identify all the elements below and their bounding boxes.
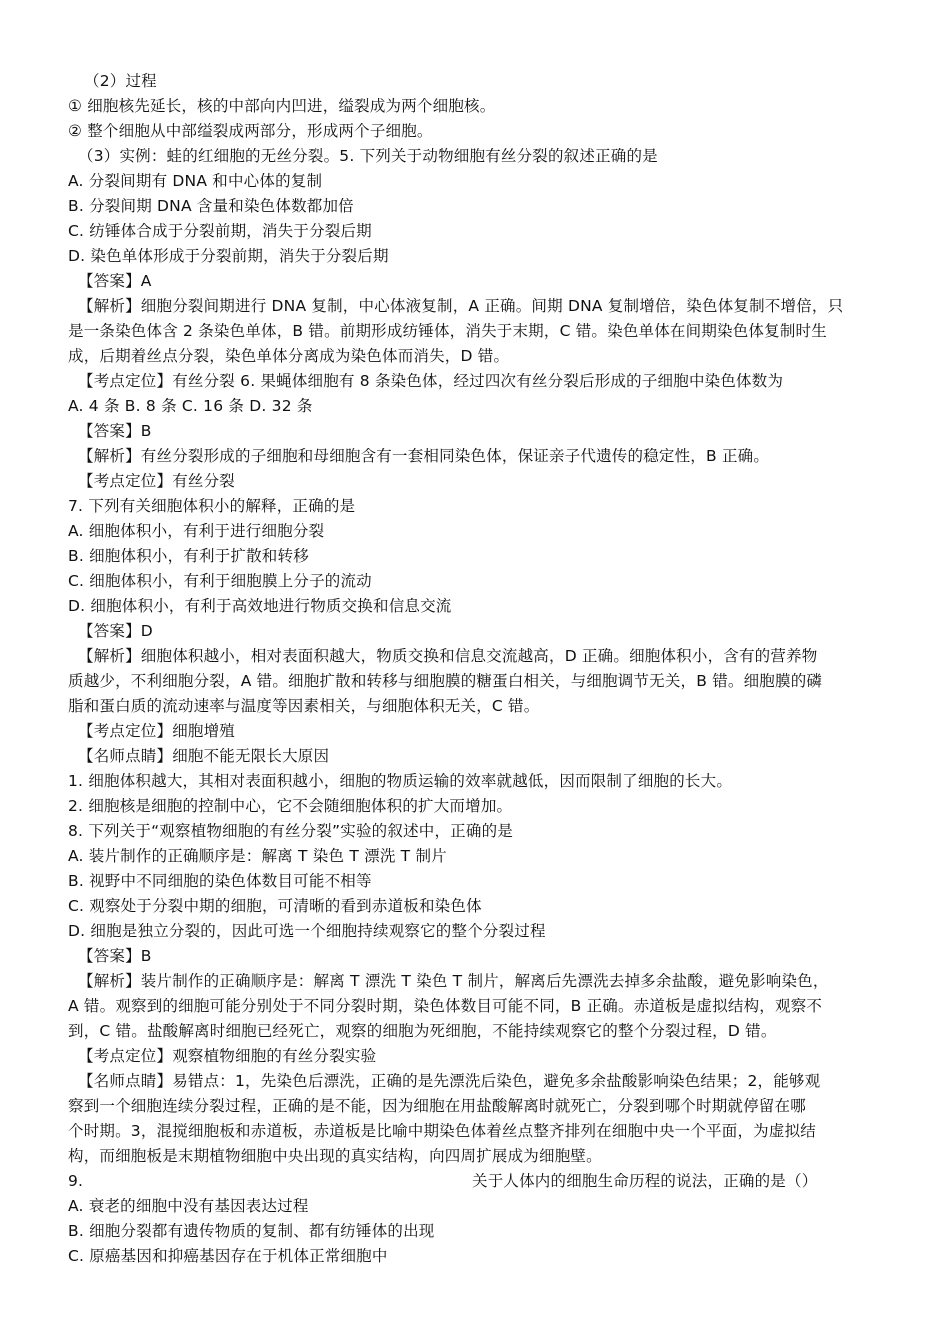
analysis-line: 【解析】有丝分裂形成的子细胞和母细胞含有一套相同染色体，保证亲子代遗传的稳定性，B 正确。: [78, 447, 770, 465]
answer-line: 【答案】A: [78, 272, 152, 290]
option-line: D. 染色单体形成于分裂前期，消失于分裂后期: [68, 247, 389, 265]
text-line: （3）实例：蛙的红细胞的无丝分裂。5. 下列关于动物细胞有丝分裂的叙述正确的是: [78, 147, 658, 165]
text-line: 察到一个细胞连续分裂过程，正确的是不能，因为细胞在用盐酸解离时就死亡，分裂到哪个时期就停留在哪: [68, 1097, 806, 1115]
answer-line: 【答案】B: [78, 422, 152, 440]
option-line: C. 原癌基因和抑癌基因存在于机体正常细胞中: [68, 1247, 388, 1265]
text-line: 【考点定位】有丝分裂 6. 果蝇体细胞有 8 条染色体，经过四次有丝分裂后形成的子细胞中染色体数为: [78, 372, 784, 390]
option-line: C. 纺锤体合成于分裂前期，消失于分裂后期: [68, 222, 372, 240]
option-line: C. 观察处于分裂中期的细胞，可清晰的看到赤道板和染色体: [68, 897, 482, 915]
option-line: B. 视野中不同细胞的染色体数目可能不相等: [68, 872, 372, 890]
option-line: B. 细胞分裂都有遗传物质的复制、都有纺锤体的出现: [68, 1222, 435, 1240]
text-line: （2）过程: [84, 72, 157, 90]
answer-line: 【答案】B: [78, 947, 152, 965]
question-stem: 关于人体内的细胞生命历程的说法，正确的是（）: [472, 1172, 818, 1190]
analysis-line: 到，C 错。盐酸解离时细胞已经死亡，观察的细胞为死细胞，不能持续观察它的整个分裂过程，D 错。: [68, 1022, 777, 1040]
text-line: 【考点定位】细胞增殖: [78, 722, 236, 740]
option-line: A. 4 条 B. 8 条 C. 16 条 D. 32 条: [68, 397, 313, 415]
text-line: 【考点定位】观察植物细胞的有丝分裂实验: [78, 1047, 377, 1065]
text-line: 构，而细胞板是末期植物细胞中央出现的真实结构，向四周扩展成为细胞壁。: [68, 1147, 602, 1165]
option-line: A. 装片制作的正确顺序是：解离 T 染色 T 漂洗 T 制片: [68, 847, 447, 865]
option-line: D. 细胞是独立分裂的，因此可选一个细胞持续观察它的整个分裂过程: [68, 922, 546, 940]
answer-line: 【答案】D: [78, 622, 153, 640]
analysis-line: 是一条染色体含 2 条染色单体，B 错。前期形成纺锤体，消失于末期，C 错。染色单体在间期染色体复制时生: [68, 322, 827, 340]
text-line: 【名师点睛】易错点：1，先染色后漂洗，正确的是先漂洗后染色，避免多余盐酸影响染色结果；2，能够观: [78, 1072, 821, 1090]
question-line: 7. 下列有关细胞体积小的解释，正确的是: [68, 497, 356, 515]
option-line: A. 细胞体积小，有利于进行细胞分裂: [68, 522, 325, 540]
option-line: B. 分裂间期 DNA 含量和染色体数都加倍: [68, 197, 354, 215]
analysis-line: 质越少，不利细胞分裂，A 错。细胞扩散和转移与细胞膜的糖蛋白相关，与细胞调节无关，B 错。细胞膜的磷: [68, 672, 823, 690]
option-line: B. 细胞体积小，有利于扩散和转移: [68, 547, 309, 565]
question-line: 8. 下列关于“观察植物细胞的有丝分裂”实验的叙述中，正确的是: [68, 822, 513, 840]
option-line: C. 细胞体积小，有利于细胞膜上分子的流动: [68, 572, 372, 590]
analysis-line: 成，后期着丝点分裂，染色单体分离成为染色体而消失，D 错。: [68, 347, 510, 365]
option-line: A. 衰老的细胞中没有基因表达过程: [68, 1197, 309, 1215]
option-line: A. 分裂间期有 DNA 和中心体的复制: [68, 172, 323, 190]
text-line: 2. 细胞核是细胞的控制中心，它不会随细胞体积的扩大而增加。: [68, 797, 513, 815]
analysis-line: 【解析】装片制作的正确顺序是：解离 T 漂洗 T 染色 T 制片，解离后先漂洗去掉多余盐酸，避免影响染色，: [78, 972, 829, 990]
analysis-line: 【解析】细胞分裂间期进行 DNA 复制，中心体液复制，A 正确。间期 DNA 复制增倍，染色体复制不增倍，只: [78, 297, 844, 315]
text-line: 【考点定位】有丝分裂: [78, 472, 236, 490]
text-line: ② 整个细胞从中部缢裂成两部分，形成两个子细胞。: [68, 122, 433, 140]
text-line: ① 细胞核先延长，核的中部向内凹进，缢裂成为两个细胞核。: [68, 97, 496, 115]
question-number: 9.: [68, 1172, 84, 1190]
text-line: 1. 细胞体积越大，其相对表面积越小，细胞的物质运输的效率就越低，因而限制了细胞的长大。: [68, 772, 733, 790]
option-line: D. 细胞体积小，有利于高效地进行物质交换和信息交流: [68, 597, 452, 615]
text-line: 个时期。3，混搅细胞板和赤道板，赤道板是比喻中期染色体着丝点整齐排列在细胞中央一个平面，为虚拟结: [68, 1122, 816, 1140]
analysis-line: 【解析】细胞体积越小，相对表面积越大，物质交换和信息交流越高，D 正确。细胞体积小，含有的营养物: [78, 647, 818, 665]
analysis-line: 脂和蛋白质的流动速率与温度等因素相关，与细胞体积无关，C 错。: [68, 697, 540, 715]
text-line: 【名师点睛】细胞不能无限长大原因: [78, 747, 330, 765]
analysis-line: A 错。观察到的细胞可能分别处于不同分裂时期，染色体数目可能不同，B 正确。赤道板是虚拟结构，观察不: [68, 997, 823, 1015]
